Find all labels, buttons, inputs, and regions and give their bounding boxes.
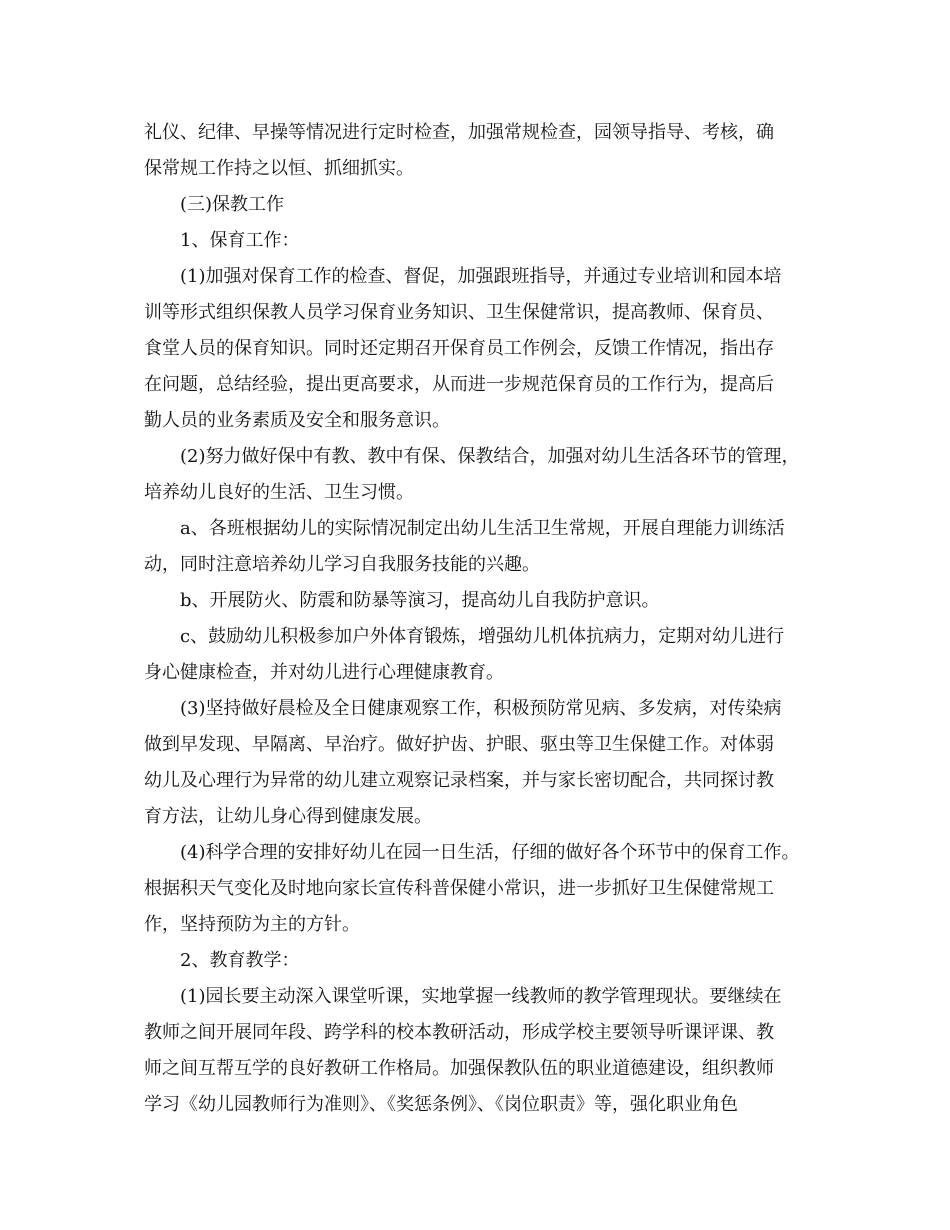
text-line: (1)加强对保育工作的检查、督促，加强跟班指导，并通过专业培训和园本培 bbox=[180, 266, 782, 287]
section-heading: (三)保教工作 bbox=[180, 194, 285, 215]
text-line: 培养幼儿良好的生活、卫生习惯。 bbox=[144, 482, 414, 503]
text-line: a、各班根据幼儿的实际情况制定出幼儿生活卫生常规，开展自理能力训练活 bbox=[180, 518, 785, 539]
text-line: 动，同时注意培养幼儿学习自我服务技能的兴趣。 bbox=[144, 554, 540, 575]
text-line: (2)努力做好保中有教、教中有保、保教结合，加强对幼儿生活各环节的管理， bbox=[180, 446, 800, 467]
text-line: 学习《幼儿园教师行为准则》、《奖惩条例》、《岗位职责》等，强化职业角色 bbox=[144, 1094, 738, 1115]
text-line: 保常规工作持之以恒、抓细抓实。 bbox=[144, 158, 414, 179]
text-line: 在问题，总结经验，提出更高要求，从而进一步规范保育员的工作行为，提高后 bbox=[144, 374, 774, 395]
text-line: 身心健康检查，并对幼儿进行心理健康教育。 bbox=[144, 662, 504, 683]
subsection-heading: 2、教育教学： bbox=[180, 950, 300, 971]
text-line: 做到早发现、早隔离、早治疗。做好护齿、护眼、驱虫等卫生保健工作。对体弱 bbox=[144, 734, 774, 755]
text-line: 训等形式组织保教人员学习保育业务知识、卫生保健常识，提高教师、保育员、 bbox=[144, 302, 774, 323]
text-line: 礼仪、纪律、早操等情况进行定时检查，加强常规检查，园领导指导、考核，确 bbox=[144, 122, 774, 143]
text-line: b、开展防火、防震和防暴等演习，提高幼儿自我防护意识。 bbox=[180, 590, 660, 611]
text-line: 幼儿及心理行为异常的幼儿建立观察记录档案，并与家长密切配合，共同探讨教 bbox=[144, 770, 774, 791]
text-line: 食堂人员的保育知识。同时还定期召开保育员工作例会，反馈工作情况，指出存 bbox=[144, 338, 774, 359]
subsection-heading: 1、保育工作： bbox=[180, 230, 300, 251]
text-line: (4)科学合理的安排好幼儿在园一日生活，仔细的做好各个环节中的保育工作。 bbox=[180, 842, 800, 863]
text-line: 教师之间开展同年段、跨学科的校本教研活动，形成学校主要领导听课评课、教 bbox=[144, 1022, 774, 1043]
text-line: 根据积天气变化及时地向家长宣传科普保健小常识，进一步抓好卫生保健常规工 bbox=[144, 878, 774, 899]
text-line: 育方法，让幼儿身心得到健康发展。 bbox=[144, 806, 432, 827]
text-line: c、鼓励幼儿积极参加户外体育锻炼，增强幼儿机体抗病力，定期对幼儿进行 bbox=[180, 626, 785, 647]
text-line: 师之间互帮互学的良好教研工作格局。加强保教队伍的职业道德建设，组织教师 bbox=[144, 1058, 774, 1079]
text-line: (3)坚持做好晨检及全日健康观察工作，积极预防常见病、多发病，对传染病 bbox=[180, 698, 782, 719]
text-line: (1)园长要主动深入课堂听课，实地掌握一线教师的教学管理现状。要继续在 bbox=[180, 986, 782, 1007]
text-line: 勤人员的业务素质及安全和服务意识。 bbox=[144, 410, 450, 431]
text-line: 作，坚持预防为主的方针。 bbox=[144, 914, 360, 935]
